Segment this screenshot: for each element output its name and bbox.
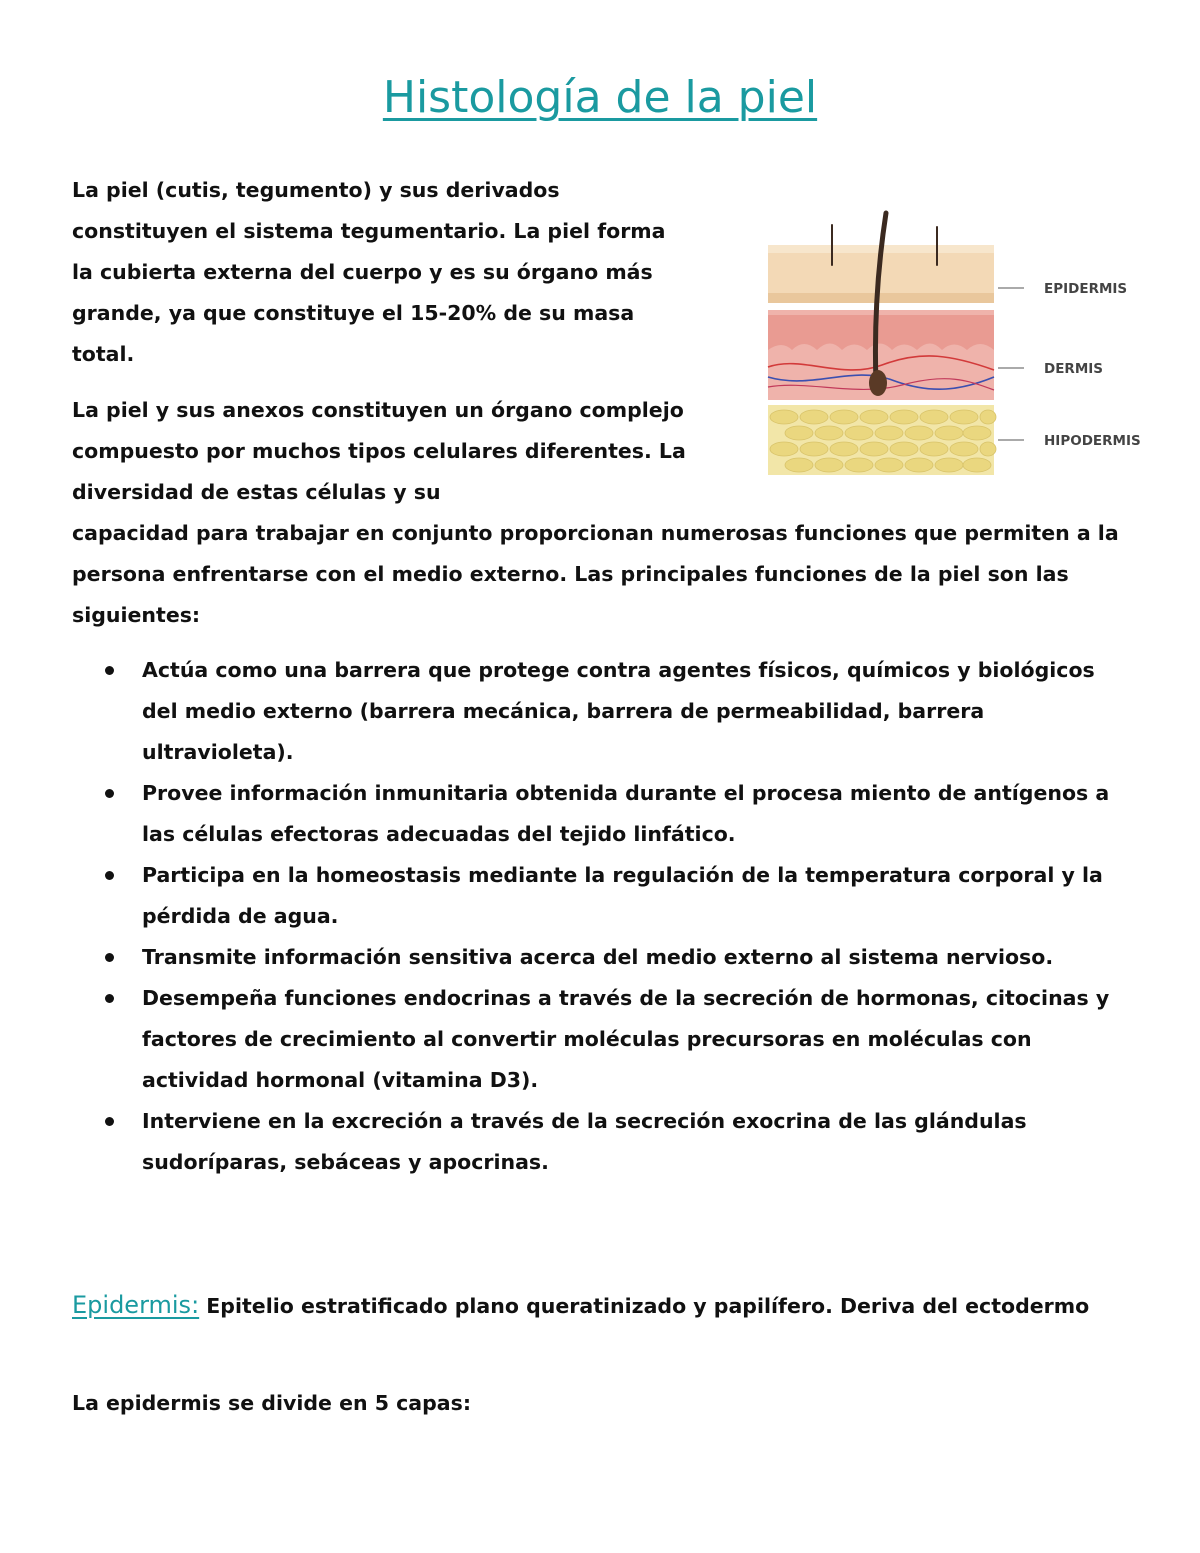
second-paragraph-wide: capacidad para trabajar en conjunto proporcionan numerosas funciones que permiten a la persona enfrentarse con el medio externo. Las principales funciones de la piel son las siguientes: [72, 521, 1119, 627]
hipodermis-layer [768, 405, 996, 475]
second-paragraph-narrow: La piel y sus anexos constituyen un órgano complejo compuesto por muchos tipos celulares diferentes. La diversidad de estas células y su [72, 398, 686, 504]
layers-intro: La epidermis se divide en 5 capas: [72, 1391, 472, 1415]
page-title: Histología de la piel [382, 72, 818, 123]
list-item: Provee información inmunitaria obtenida durante el procesa miento de antígenos a las células efectoras adecuadas del tejido linfático. [72, 773, 1132, 855]
label-pointers [998, 288, 1024, 440]
dermis-label: DERMIS [1044, 361, 1104, 377]
epidermis-section [72, 1285, 1132, 1327]
list-item: Interviene en la excreción a través de la secreción exocrina de las glándulas sudoríparas, sebáceas y apocrinas. [72, 1101, 1132, 1183]
skin-layers-figure [762, 205, 1152, 500]
list-item: Participa en la homeostasis mediante la regulación de la temperatura corporal y la pérdida de agua. [72, 855, 1132, 937]
functions-list [72, 650, 1132, 1183]
epidermis-description: Epitelio estratificado plano queratinizado y papilífero. Deriva del ectodermo [199, 1294, 1090, 1318]
intro-paragraph: La piel (cutis, tegumento) y sus derivados constituyen el sistema tegumentario. La piel forma la cubierta externa del cuerpo y es su órgano más grande, ya que constituye el 15-20% de su masa total. [72, 178, 666, 366]
epidermis-label: EPIDERMIS [1044, 281, 1128, 297]
list-item: Actúa como una barrera que protege contra agentes físicos, químicos y biológicos del medio externo (barrera mecánica, barrera de permeabilidad, barrera ultravioleta). [72, 650, 1132, 773]
epidermis-heading: Epidermis: [72, 1291, 200, 1319]
list-item: Transmite información sensitiva acerca del medio externo al sistema nervioso. [72, 937, 1132, 978]
list-item: Desempeña funciones endocrinas a través de la secreción de hormonas, citocinas y factores de crecimiento al convertir moléculas precursoras en moléculas con actividad hormonal (vitamina D3). [72, 978, 1132, 1101]
hipodermis-label: HIPODERMIS [1044, 433, 1141, 449]
